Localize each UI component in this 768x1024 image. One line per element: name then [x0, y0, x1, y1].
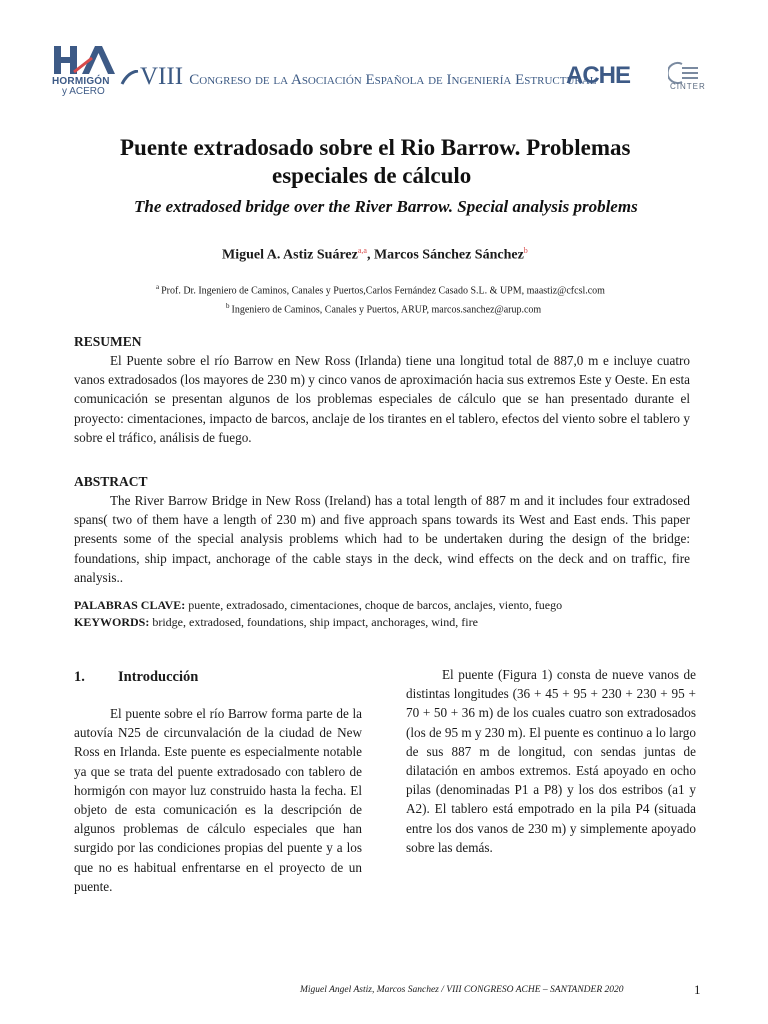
intro-number: 1.: [74, 669, 85, 685]
title-line-2: especiales de cálculo: [272, 163, 472, 188]
swoosh-icon: [120, 70, 140, 86]
abstract-heading: ABSTRACT: [74, 474, 148, 489]
paper-subtitle: The extradosed bridge over the River Barrow. Special analysis problems: [134, 197, 638, 216]
abstract-body: The River Barrow Bridge in New Ross (Ireland) has a total length of 887 m and it includes four extradosed spans( two of them have a length of 230 m) and five approach spans towards its West and East ends. This paper presents some of the special analysis problems which had to be undertaken during the design of the bridge: foundations, ship impact, anchorage of the cable stays in the deck, wind effects on the deck and on traffic, fire analysis..: [74, 493, 690, 585]
affiliation-b: [226, 302, 541, 315]
intro-paragraph-2: [406, 665, 696, 857]
congress-name: Congreso de la Asociación Española de Ingeniería Estructural: [189, 72, 597, 88]
congress-title: [120, 63, 596, 91]
author-1: Miguel A. Astiz Suárez: [222, 247, 358, 263]
affiliation-b-mark: b: [226, 302, 230, 310]
paper-title: [120, 134, 720, 190]
intro-paragraph-1-text: El puente sobre el río Barrow forma parte de la autovía N25 de circunvalación de la ciudad de New Ross en Irlanda. Este puente es especialmente notable ya que se trata del puente extradosado con tablero de hormigón con mayor luz construido hasta la fecha. El objeto de esta comunicación es la descripción de algunos problemas de cálculo especiales que han surgido por las condiciones propias del puente y a los que no es habitual enfrentarse en el proyecto de un puente.: [74, 706, 362, 894]
keywords-es-label: PALABRAS CLAVE:: [74, 598, 186, 612]
cinter-logo-text: CINTER: [670, 82, 706, 91]
ache-logo-text: ACHE: [566, 62, 631, 89]
resumen-heading: RESUMEN: [74, 334, 142, 349]
affiliation-b-text: Ingeniero de Caminos, Canales y Puertos, ARUP, marcos.sanchez@arup.com: [231, 304, 542, 316]
congress-roman: VIII: [140, 63, 184, 90]
title-line-1: Puente extradosado sobre el Rio Barrow. Problemas: [120, 135, 631, 160]
keywords-es-text: puente, extradosado, cimentaciones, choque de barcos, anclajes, viento, fuego: [185, 598, 563, 612]
authors: [222, 246, 528, 264]
intro-paragraph-1: [74, 704, 362, 896]
hya-logo-text: HORMIGÓN: [52, 76, 110, 87]
intro-paragraph-2-text: El puente (Figura 1) consta de nueve vanos de distintas longitudes (36 + 45 + 95 + 230 + 230 + 95 + 70 + 50 + 36 m) de los cuales cuatro son extradosados (los de 95 m y 230 m). El puente es continuo a lo largo de sus 887 m de longitud, con sendas juntas de dilatación en ambos extremos. Está apoyado en ocho pilas (denominadas P1 a P8) y los dos estribos (a1 y A2). El tablero está empotrado en la pila P4 (situada entre los dos vanos de 230 m) y simplemente apoyado sobre las demás.: [406, 667, 696, 855]
resumen-body: El Puente sobre el río Barrow en New Ross (Irlanda) tiene una longitud total de 887,0 m e incluye cuatro vanos extradosados (los mayores de 230 m) y cinco vanos de aproximación hacia sus extremos Este y Oeste. En esta comunicación se presentan algunos de los problemas especiales de cálculo que se han presentado durante el proyecto: cimentaciones, impacto de barcos, anclaje de los tirantes en el tablero, efectos del viento sobre el tablero y sobre el tráfico, análisis de fuego.: [74, 353, 690, 445]
footer-citation: Miguel Angel Astiz, Marcos Sanchez / VIII CONGRESO ACHE – SANTANDER 2020: [300, 985, 624, 995]
keywords-en-text: bridge, extradosed, foundations, ship impact, anchorages, wind, fire: [149, 615, 478, 629]
author-separator: ,: [366, 247, 374, 263]
affiliation-a-text: Prof. Dr. Ingeniero de Caminos, Canales y Puertos,Carlos Fernández Casado S.L. & UPM, maastiz@cfcsl.com: [161, 285, 605, 297]
ache-logo: [566, 62, 630, 90]
intro-heading: Introducción: [118, 669, 199, 685]
affiliation-a-mark: a: [156, 283, 160, 291]
affiliation-a: [156, 283, 605, 296]
page-number: 1: [694, 982, 701, 997]
keywords-en: [74, 613, 478, 631]
resumen-text: [74, 351, 690, 447]
author-2: Marcos Sánchez Sánchez: [373, 247, 524, 263]
abstract-text: [74, 491, 690, 587]
keywords-es: [74, 596, 562, 614]
keywords-en-label: KEYWORDS:: [74, 615, 150, 629]
author-1-sup: a,a: [357, 246, 367, 255]
hya-logo-subtext: y ACERO: [62, 86, 105, 97]
author-2-sup: b: [523, 246, 528, 255]
